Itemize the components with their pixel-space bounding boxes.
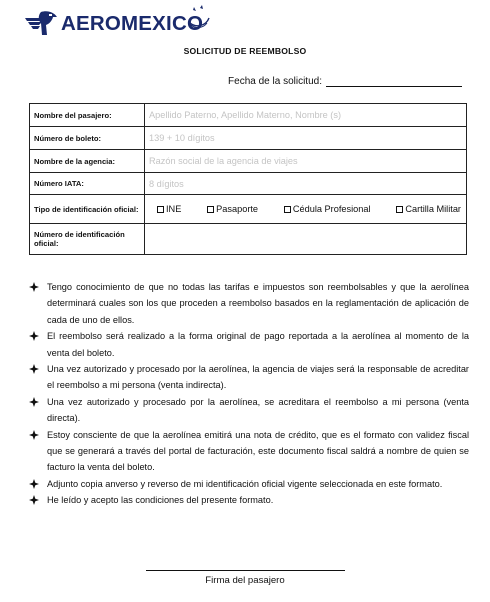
iata-number-field[interactable]: 8 dígitos (145, 173, 467, 195)
term-text: He leído y acepto las condiciones del presente formato. (47, 495, 274, 506)
diamond-bullet-icon (29, 282, 39, 292)
form-row-passenger-name (30, 104, 467, 127)
form-row-iata-number (30, 173, 467, 195)
form-row-agency-name (30, 150, 467, 173)
term-text: Tengo conocimiento de que no todas las tarifas e impuestos son reembolsables y que la aerolínea determinará cuales son los que proceden a reembolso basados en la reglamentación de aplicación de cada de uno de ellos. (47, 282, 469, 325)
agency-name-label: Nombre de la agencia: (30, 150, 145, 173)
diamond-bullet-icon (29, 430, 39, 440)
terms-list (29, 279, 469, 509)
id-option-pasaporte[interactable] (207, 204, 258, 214)
id-option-label: Cédula Profesional (292, 204, 371, 214)
checkbox-icon (157, 206, 164, 213)
brand-name: AEROMEXICO (61, 12, 204, 35)
iata-number-label: Número IATA: (30, 173, 145, 195)
diamond-bullet-icon (29, 331, 39, 341)
eagle-warrior-icon (23, 9, 59, 37)
term-text: Adjunto copia anverso y reverso de mi identificación oficial vigente seleccionada en este formato. (47, 478, 443, 489)
id-type-label: Tipo de identificación oficial: (30, 195, 145, 224)
skyteam-icon (183, 2, 213, 32)
term-item (29, 361, 469, 394)
id-option-ine[interactable] (157, 204, 181, 214)
checkbox-icon (396, 206, 403, 213)
agency-name-field[interactable]: Razón social de la agencia de viajes (145, 150, 467, 173)
signature-label: Firma del pasajero (205, 575, 285, 586)
diamond-bullet-icon (29, 397, 39, 407)
term-item (29, 492, 469, 508)
term-text: El reembolso será realizado a la forma original de pago reportada a la aerolínea al momento de la venta del boleto. (47, 331, 469, 358)
term-text: Una vez autorizado y procesado por la aerolínea, se acreditara el reembolso a mi persona (venta directa). (47, 396, 469, 424)
term-item (29, 279, 469, 328)
passenger-form-table (29, 103, 467, 255)
aeromexico-logo (23, 8, 203, 38)
term-item (29, 328, 469, 361)
term-text: Una vez autorizado y procesado por la aerolínea, la agencia de viajes será la responsable de acreditar el reembolso a mi persona (venta indirecta). (47, 364, 469, 391)
term-text: Estoy consciente de que la aerolínea emitirá una nota de crédito, que es el formato con validez fiscal que se generará a través del portal de facturación, este documento fiscal saldrá a nombre de quien se facturo la venta del boleto. (47, 429, 469, 473)
signature-block (0, 570, 490, 586)
request-date-label: Fecha de la solicitud: (228, 76, 322, 87)
id-option-label: INE (166, 204, 182, 214)
ticket-number-label: Número de boleto: (30, 127, 145, 150)
id-number-field[interactable] (145, 224, 467, 255)
ticket-number-field[interactable]: 139 + 10 dígitos (145, 127, 467, 150)
id-option-cedula[interactable] (284, 204, 371, 214)
signature-line[interactable] (146, 570, 345, 571)
id-option-label: Cartilla Militar (405, 204, 461, 214)
form-row-id-number (30, 224, 467, 255)
term-item (29, 394, 469, 427)
diamond-bullet-icon (29, 364, 39, 374)
checkbox-icon (284, 206, 291, 213)
request-date-field[interactable] (326, 77, 462, 87)
id-option-label: Pasaporte (216, 204, 259, 214)
form-row-ticket-number (30, 127, 467, 150)
request-date-row (228, 76, 462, 87)
term-item (29, 476, 469, 492)
checkbox-icon (207, 206, 214, 213)
id-type-options (145, 195, 467, 224)
passenger-name-field[interactable]: Apellido Paterno, Apellido Materno, Nombre (s) (145, 104, 467, 127)
id-number-label: Número de identificación oficial: (30, 224, 145, 255)
form-row-id-type (30, 195, 467, 224)
id-option-cartilla[interactable] (396, 204, 461, 214)
term-item (29, 427, 469, 476)
diamond-bullet-icon (29, 495, 39, 505)
passenger-name-label: Nombre del pasajero: (30, 104, 145, 127)
document-title: SOLICITUD DE REEMBOLSO (183, 46, 307, 56)
diamond-bullet-icon (29, 479, 39, 489)
